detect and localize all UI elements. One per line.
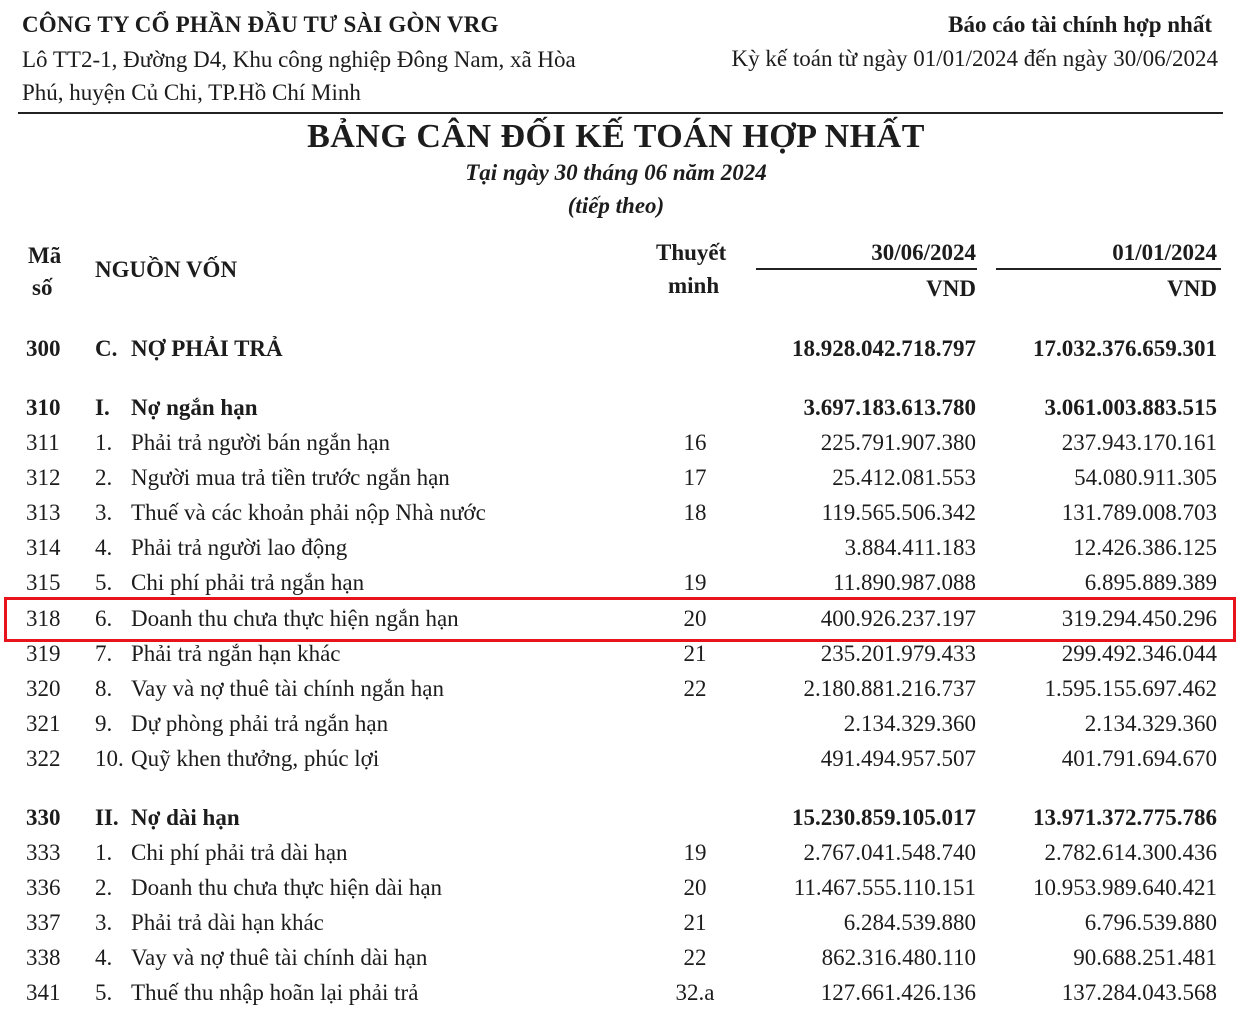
row-value-prior: 2.134.329.360 (1084, 711, 1217, 736)
row-code: 330 (26, 805, 61, 830)
table-row (0, 805, 1242, 835)
table-row (0, 500, 1242, 530)
row-value-current: 15.230.859.105.017 (792, 805, 976, 830)
row-index: 8. (95, 676, 113, 701)
row-code: 333 (26, 840, 61, 865)
row-value-current: 25.412.081.553 (832, 465, 976, 490)
row-index: 3. (95, 500, 113, 525)
row-code: 338 (26, 945, 61, 970)
row-code: 320 (26, 676, 61, 701)
header-divider (18, 112, 1223, 114)
row-value-prior: 3.061.003.883.515 (1044, 395, 1217, 420)
row-value-current: 3.697.183.613.780 (803, 395, 976, 420)
row-label: Phải trả người bán ngắn hạn (131, 430, 391, 455)
row-note: 16 (683, 430, 707, 455)
row-code: 318 (26, 606, 61, 631)
row-label: Thuế và các khoản phải nộp Nhà nước (131, 500, 486, 525)
table-row (0, 641, 1242, 671)
row-label: NỢ PHẢI TRẢ (131, 336, 283, 361)
row-value-current: 2.134.329.360 (843, 711, 976, 736)
col-header-code-line1: Mã (28, 243, 62, 268)
row-code: 337 (26, 910, 61, 935)
row-code: 319 (26, 641, 61, 666)
row-value-prior: 10.953.989.640.421 (1033, 875, 1217, 900)
row-note: 18 (683, 500, 707, 525)
row-index: 1. (95, 840, 113, 865)
row-code: 300 (26, 336, 61, 361)
row-code: 336 (26, 875, 61, 900)
row-highlight-box (4, 597, 1236, 642)
row-index: 4. (95, 535, 113, 560)
col-header-note-line2: minh (668, 273, 720, 298)
table-row (0, 336, 1242, 366)
row-index: 5. (95, 980, 113, 1005)
table-row (0, 676, 1242, 706)
row-code: 310 (26, 395, 61, 420)
row-index: 2. (95, 465, 113, 490)
table-row (0, 570, 1242, 600)
row-index: II. (95, 805, 119, 830)
row-label: Vay và nợ thuê tài chính dài hạn (131, 945, 428, 970)
col-header-rule-current (756, 268, 977, 270)
row-value-prior: 13.971.372.775.786 (1033, 805, 1217, 830)
row-index: 3. (95, 910, 113, 935)
row-note: 22 (683, 676, 707, 701)
col-header-date-current: 30/06/2024 (871, 240, 976, 265)
row-value-current: 11.890.987.088 (833, 570, 976, 595)
row-value-current: 2.767.041.548.740 (803, 840, 976, 865)
row-value-current: 127.661.426.136 (820, 980, 976, 1005)
row-code: 313 (26, 500, 61, 525)
report-date: Tại ngày 30 tháng 06 năm 2024 (465, 160, 767, 185)
row-value-current: 400.926.237.197 (820, 606, 976, 631)
row-label: Thuế thu nhập hoãn lại phải trả (131, 980, 419, 1005)
row-note: 19 (683, 570, 707, 595)
table-row (0, 840, 1242, 870)
table-row (0, 465, 1242, 495)
row-code: 315 (26, 570, 61, 595)
row-label: Phải trả người lao động (131, 535, 348, 560)
row-note: 17 (683, 465, 707, 490)
report-type: Báo cáo tài chính hợp nhất (948, 12, 1212, 37)
row-value-current: 2.180.881.216.737 (803, 676, 976, 701)
row-index: 10. (95, 746, 124, 771)
table-row (0, 430, 1242, 460)
row-value-current: 225.791.907.380 (820, 430, 976, 455)
row-code: 311 (26, 430, 60, 455)
table-row (0, 535, 1242, 565)
row-index: I. (95, 395, 110, 420)
row-value-prior: 2.782.614.300.436 (1044, 840, 1217, 865)
row-label: Phải trả ngắn hạn khác (131, 641, 341, 666)
col-header-item: NGUỒN VỐN (95, 257, 238, 282)
row-value-prior: 319.294.450.296 (1061, 606, 1217, 631)
table-row (0, 711, 1242, 741)
row-value-prior: 6.895.889.389 (1084, 570, 1217, 595)
table-row (0, 875, 1242, 905)
row-note: 20 (683, 606, 707, 631)
company-name: CÔNG TY CỔ PHẦN ĐẦU TƯ SÀI GÒN VRG (22, 12, 499, 37)
row-value-current: 235.201.979.433 (820, 641, 976, 666)
row-value-current: 3.884.411.183 (844, 535, 976, 560)
row-code: 314 (26, 535, 61, 560)
row-code: 321 (26, 711, 61, 736)
row-note: 19 (683, 840, 707, 865)
page-title: BẢNG CÂN ĐỐI KẾ TOÁN HỢP NHẤT (307, 118, 925, 155)
row-index: 5. (95, 570, 113, 595)
row-value-prior: 90.688.251.481 (1073, 945, 1217, 970)
col-header-code-line2: số (32, 275, 53, 300)
row-index: 7. (95, 641, 113, 666)
row-note: 32.a (675, 980, 715, 1005)
row-value-prior: 54.080.911.305 (1074, 465, 1217, 490)
col-header-currency-current: VND (926, 276, 976, 301)
reporting-period: Kỳ kế toán từ ngày 01/01/2024 đến ngày 30/06/2024 (731, 46, 1218, 71)
row-value-prior: 237.943.170.161 (1061, 430, 1217, 455)
row-index: 1. (95, 430, 113, 455)
table-row (0, 945, 1242, 975)
row-label: Nợ ngắn hạn (131, 395, 258, 420)
table-row (0, 395, 1242, 425)
row-note: 21 (683, 641, 707, 666)
row-index: 6. (95, 606, 113, 631)
row-index: 9. (95, 711, 113, 736)
row-value-current: 862.316.480.110 (821, 945, 976, 970)
company-address-line2: Phú, huyện Củ Chi, TP.Hồ Chí Minh (22, 80, 361, 105)
row-index: C. (95, 336, 118, 361)
row-note: 20 (683, 875, 707, 900)
row-label: Quỹ khen thưởng, phúc lợi (131, 746, 380, 771)
row-label: Dự phòng phải trả ngắn hạn (131, 711, 389, 736)
row-label: Nợ dài hạn (131, 805, 240, 830)
row-code: 312 (26, 465, 61, 490)
row-label: Doanh thu chưa thực hiện dài hạn (131, 875, 443, 900)
table-row (0, 910, 1242, 940)
row-note: 21 (683, 910, 707, 935)
row-index: 4. (95, 945, 113, 970)
row-value-current: 119.565.506.342 (821, 500, 976, 525)
row-index: 2. (95, 875, 113, 900)
row-value-prior: 137.284.043.568 (1061, 980, 1217, 1005)
col-header-note-line1: Thuyết (656, 240, 727, 265)
row-code: 341 (26, 980, 61, 1005)
row-value-prior: 17.032.376.659.301 (1033, 336, 1217, 361)
row-label: Chi phí phải trả dài hạn (131, 840, 348, 865)
row-label: Chi phí phải trả ngắn hạn (131, 570, 365, 595)
col-header-currency-prior: VND (1167, 276, 1217, 301)
row-label: Phải trả dài hạn khác (131, 910, 324, 935)
row-code: 322 (26, 746, 61, 771)
company-address-line1: Lô TT2-1, Đường D4, Khu công nghiệp Đông Nam, xã Hòa (22, 47, 576, 72)
row-value-prior: 1.595.155.697.462 (1044, 676, 1217, 701)
table-row (0, 980, 1242, 1010)
row-label: Người mua trả tiền trước ngắn hạn (131, 465, 450, 490)
row-value-prior: 6.796.539.880 (1084, 910, 1217, 935)
row-value-current: 6.284.539.880 (843, 910, 976, 935)
row-value-prior: 401.791.694.670 (1061, 746, 1217, 771)
row-value-prior: 12.426.386.125 (1073, 535, 1217, 560)
row-value-current: 491.494.957.507 (820, 746, 976, 771)
col-header-date-prior: 01/01/2024 (1112, 240, 1217, 265)
row-label: Vay và nợ thuê tài chính ngắn hạn (131, 676, 444, 701)
continued-note: (tiếp theo) (567, 193, 665, 218)
row-label: Doanh thu chưa thực hiện ngắn hạn (131, 606, 459, 631)
row-value-current: 18.928.042.718.797 (792, 336, 976, 361)
row-value-prior: 131.789.008.703 (1061, 500, 1217, 525)
row-value-prior: 299.492.346.044 (1061, 641, 1217, 666)
row-value-current: 11.467.555.110.151 (793, 875, 976, 900)
row-note: 22 (683, 945, 707, 970)
col-header-rule-prior (996, 268, 1221, 270)
table-row (0, 746, 1242, 776)
